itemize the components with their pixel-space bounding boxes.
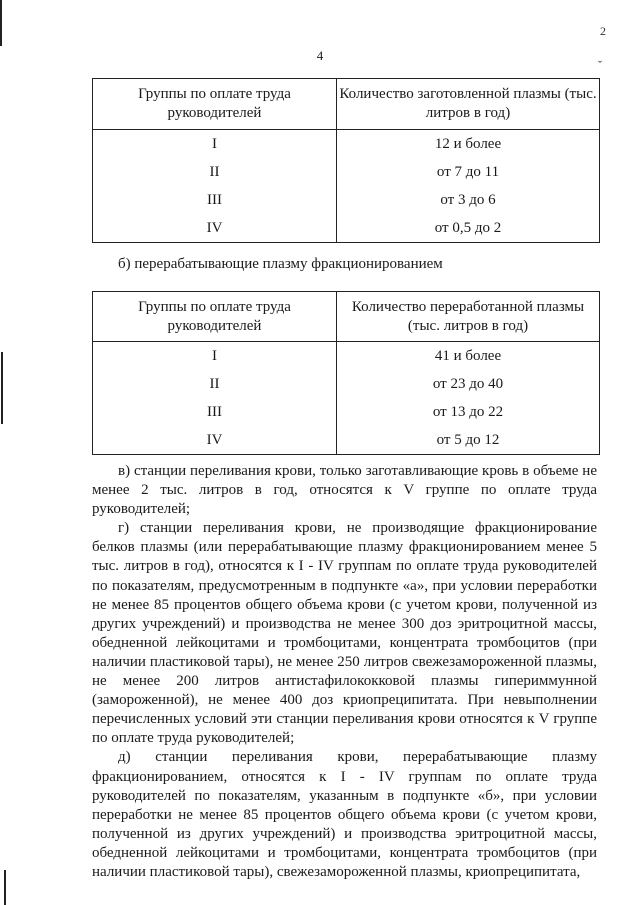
quantity-cell: от 13 до 22: [337, 398, 600, 426]
header-group: Группы по оплате труда руководителей: [93, 79, 337, 130]
paragraph-d: д) станции переливания крови, перерабатывающие плазму фракционированием, относятся к I - IV группам по оплате труда руководителей по показателям, указанным в подпункте «б», при условии переработки не менее 85 процентов общего объема крови (с учетом крови, полученной из других учреждений) и производства эритроцитной массы, обедненной лейкоцитами и тромбоцитами, концентрата тромбоцитов (при наличии пластиковой тары), свежезамороженной плазмы, криопреципитата,: [92, 749, 597, 880]
header-quantity: Количество переработанной плазмы (тыс. литров в год): [337, 292, 600, 342]
subheading-b: б) перерабатывающие плазму фракционированием: [118, 256, 443, 272]
paragraph-g: г) станции переливания крови, не производящие фракционирование белков плазмы (или перерабатывающие плазму фракционированием менее 5 тыс. литров в год), относятся к I - IV группам по оплате труда руководителей по показателям, предусмотренным в подпункте «а», при условии переработки не менее 85 процентов общего объема крови (с учетом крови, полученной из других учреждений) и производства не менее 300 доз эритроцитной массы, обедненной лейкоцитами и тромбоцитами, концентрата тромбоцитов (при наличии пластиковой тары), не менее 250 литров свежезамороженной плазмы, не менее 200 литров антистафилококковой плазмы гипериммунной (замороженной), не менее 400 доз криопреципитата. При невыполнении перечисленных условий эти станции переливания крови относятся к V группе по оплате труда руководителей;: [92, 520, 597, 747]
corner-mark-bottom: ˇ: [598, 58, 602, 72]
group-cell: I: [93, 130, 337, 159]
table-header-row: [93, 79, 600, 130]
table-row: [93, 158, 600, 186]
table-header-row: [93, 292, 600, 342]
table-row: [93, 426, 600, 455]
group-cell: III: [93, 398, 337, 426]
table-row: [93, 130, 600, 159]
group-cell: IV: [93, 214, 337, 243]
quantity-cell: от 7 до 11: [337, 158, 600, 186]
table-row: [93, 398, 600, 426]
group-cell: III: [93, 186, 337, 214]
body-text: [92, 462, 597, 882]
paragraph-v: в) станции переливания крови, только заготавливающие кровь в объеме не менее 2 тыс. литров в год, относятся к V группе по оплате труда руководителей;: [92, 463, 597, 518]
scan-edge-mid-left: [1, 352, 3, 424]
group-cell: I: [93, 342, 337, 371]
scan-edge-bottom-left: [4, 870, 6, 905]
corner-mark-top: 2: [600, 24, 606, 38]
plasma-collection-table: [92, 78, 600, 243]
quantity-cell: от 3 до 6: [337, 186, 600, 214]
scan-edge-top-left: [0, 0, 2, 46]
quantity-cell: 41 и более: [337, 342, 600, 371]
group-cell: II: [93, 158, 337, 186]
group-cell: II: [93, 370, 337, 398]
quantity-cell: 12 и более: [337, 130, 600, 159]
table-row: [93, 214, 600, 243]
table-row: [93, 342, 600, 371]
header-quantity: Количество заготовленной плазмы (тыс. литров в год): [337, 79, 600, 130]
quantity-cell: от 23 до 40: [337, 370, 600, 398]
group-cell: IV: [93, 426, 337, 455]
page-number: 4: [316, 48, 324, 63]
quantity-cell: от 5 до 12: [337, 426, 600, 455]
plasma-fractionation-table: [92, 291, 600, 455]
quantity-cell: от 0,5 до 2: [337, 214, 600, 243]
table-row: [93, 186, 600, 214]
table-row: [93, 370, 600, 398]
header-group: Группы по оплате труда руководителей: [93, 292, 337, 342]
